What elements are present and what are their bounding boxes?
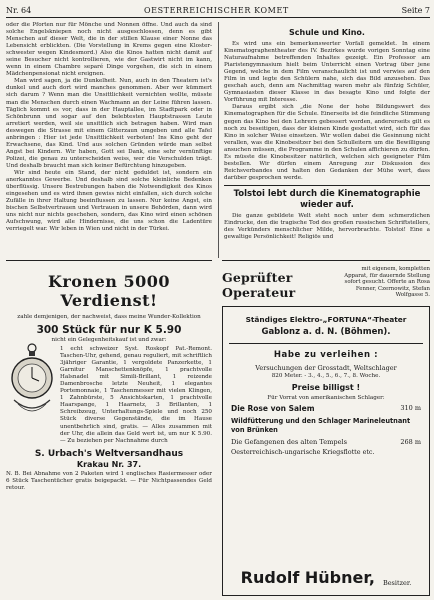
left-article	[6, 22, 212, 233]
right-paragraph-3: Die ganze gebildete Welt steht noch unter dem schmerzlichen Eindrucke, den die tragische Tod des großen russischen Schriftstellers, des Verkünders menschlicher Milde, hervorbrachte. Tolstoi! Eine a gewaltige Persönlichkeit! Religiös und	[224, 212, 430, 241]
newspaper-page	[6, 4, 430, 596]
right-paragraph-1: Es wird uns ein bemerkenswerter Vorfall gemeldet. In einem Kinematographentheater des IV. Bezirkes wurde vorigen Sonntag eine Naturaufnahme betreffenden Inhaltes gezeigt. Ein Professor am Piaristengymnasium hielt beim Unterricht einen Vortrag über jene Gegend, welche in dem Film veranschaulicht ist und verwies auf den Film in und legte den Schülern nahe, sich das Bild anzusehen. Das geschah auch, denn am Nachmittag waren mehr als fünfzig Schüler, Gymnasiasten dieser Klasse in das besagte Kino und folgte der Vorführung mit Interesse.	[224, 41, 430, 104]
left-paragraph-2: Man wird sagen, ja die Dunkelheit. Nun, auch in den Theatern ist's dunkel und auch dort wird manches genommen. Aber wer kümmert sich darum ? Wenn man die Unsittlichkeit vernichten wollte, müsste man die Menschen durch einen Wachmann an der Leine führen lassen. Täglich kommt es vor, dass in der Hauptallee, im Stadtpark oder in Schönbrunn und sogar auf den belebtesten Hauptstrassen Leute arretiert werden, weil sie unsittlich sich betragen haben. Wird man deswegen die Strasse mit einem Gitterzaun umgeben und alle Tafel anbringen : Hier ist jede Unsittlichkeit verboten! Ins Kino geht der Erwachsene, das Kind. Und aus solchen Gründen würde man selbst Angst bei Kindern. Wir haben, Gott sei Dank, eine sehr vernünftige Polizei, die genau zu unterscheiden weiss, wer die Verschulden trägt. Und deshalb braucht man sich keiner Befürchtung hinzugeben.	[6, 78, 212, 169]
page-header	[6, 4, 430, 16]
theater-location: Gablonz a. d. N. (Böhmen).	[261, 327, 391, 337]
lend-item-3: Wildfütterung und den Schlager Marineleutnant von Brünken	[231, 417, 411, 434]
operator-title: Geprüfter Operateur	[222, 270, 296, 300]
ad-fortuna-theater	[222, 306, 430, 596]
pocket-watch-illustration	[8, 340, 56, 420]
ad-price-line: 300 Stück für nur K 5.90	[36, 324, 182, 336]
masthead-title: OESTERREICHISCHER KOMET	[144, 5, 289, 15]
owner-name: Rudolf Hübner,	[240, 568, 375, 587]
issue-number: Nr. 64	[6, 5, 32, 15]
ad-operator	[222, 266, 430, 302]
column-divider	[218, 22, 219, 258]
lend-item-1: Versuchungen der Grosstadt, Weltschlager	[255, 364, 397, 372]
ad-headline: Kronen 5000 Verdienst!	[47, 272, 171, 310]
theater-rule	[229, 343, 423, 344]
section-rule	[224, 185, 430, 186]
lend-item-2-length: 310 m	[400, 404, 421, 412]
lend-item-2	[223, 404, 429, 413]
lend-item-4-length: 268 m	[400, 438, 421, 446]
left-paragraph-1: oder die Pforten nur für Mönche und Nonnen öffne. Und auch da sind solche Engelskniepen noch nicht ausgeschlossen, denn es gibt Menschen auf dieser Welt, die in der stillen Klause einer Nonne das Lebensicht erblickten. (Die Vorstellung in Krems gegen eine Kloster-schwester wegen Kindesmord.) Also die Kinos hatten nicht damit auf seine Besucher nicht kontrollieren, wie der Gastwirt nicht im kann, wenn in einem Chambre separé Dinge vorgehen, die sich in einem Mädchenpensionat nicht ereignen.	[6, 22, 212, 78]
lend-item-2-intro: Für Vorrat von amerikanischen Schlager:	[267, 395, 385, 401]
article-heading-schule-kino: Schule und Kino.	[289, 28, 365, 37]
ad-watch-collection	[6, 264, 212, 594]
article-heading-tolstoi: Tolstoi lebt durch die Kinematographie wieder auf.	[233, 188, 421, 210]
theater-name: Ständiges Elektro-„FORTUNA“-Theater	[245, 315, 407, 324]
right-paragraph-2: Daraus ergibt sich „die None der hohe Bildungswert des Kinematographen für die Schule. Einerseits ist die feindliche Stimmung gegen das Kino bei den Lehrern gebessert worden, andererseits gilt es noch zu beseitigen, dass der kleinen Kinde gestattet wird, sich für das Kino in solcher Weise einsetzen. Wir wollen dabei die Gesinnung nicht verallen, was die Kinobesitzer bei den Schulleitern um die Bewilligung ansuchen müssen, die Programme in den Schulen affichieren zu dürfen. Es müsste die Kinobesitzer natürlich, welchen sich geeigneter Film bestellen. Wir dürfen einem Anregung zur Diskussion des Reichsverbandes und halten den Gedanken der Mühe wert, dass darüber gesprochen werde.	[224, 104, 430, 181]
header-rule	[6, 17, 430, 18]
lend-item-1-detail: 820 Meter. - 3., 4., 5., 6., 7., 8. Woche.	[271, 373, 381, 379]
owner-title: Besitzer.	[382, 579, 412, 587]
operator-detail: mit eigenem, kompletten Apparat, für dauernde Stellung sofort gesucht. Offerte an Rosa Fenner, Czernowitz, Stefan Wolfgasse 5.	[344, 266, 430, 299]
ad-footer-note: N. B. Bei Abnahme von 2 Paketen wird 1 englisches Rasiermesser oder 6 Stück Taschentücher gratis beigepackt. — Für Nichtpassendes Geld retour.	[6, 470, 212, 491]
ad-firm-name: S. Urbach's Weltversandhaus	[34, 448, 184, 459]
ad-firm-address: Krakau Nr. 37.	[76, 459, 142, 469]
ad-tagline: nicht ein Gelegenheitskauf ist und zwar:	[51, 337, 167, 343]
right-article	[224, 22, 430, 241]
page-number: Seite 7	[401, 5, 430, 15]
lend-title: Habe zu verleihen :	[273, 350, 379, 360]
divider-left-ad	[6, 260, 212, 261]
owner-line	[223, 568, 429, 587]
ad-body: 1 echt schweizer Syst. Roskopf Pat.-Remont. Taschen-Uhr, gehend, genau reguliert, mit schriftlich 3jähriger Garantie, 1 vergoldete Panzerkette, 1 Garnitur Manschettenknöpfe, 1 prachtvolle Halsnadel mit Simili-Brillant, 1 reizende Damenbrosche letzte Neuheit, 1 elegantes Portemonnaie, 1 Taschenmesser mit vielen Klingen, 1 Zahnbürste, 5 Ansichtskarten, 1 prachtvolle Haarspange, 1 Haarnetz, 3 Brillanten, 1 Schreibzeug, Unterhaltungs-Spiele und noch 250 Stück diverse Gegenstände, die im Hause unentbehrlich sind, gratis. — Alles zusammen mit der Uhr, die allein das Geld wert ist, um nur K 5.90. — Zu beziehen per Nachnahme durch	[60, 346, 212, 444]
left-paragraph-3: Wir sind heute ein Stand, der nicht geduldet ist, sondern ein anerkanntes Gewerbe. Und deshalb sind solche kleinliche Bedenken überflüssig. Unsere Bestrebungen haben die Notwendigkeit des Kinos eingesehen und es wird ihnen gewiss nicht einfallen, sich durch solche Zufälle in ihrer Haltung beeinflussen zu lassen. Nur keine Angst, ein bischen Selbstvertrauen und Vertrauen in unsere Behörden, dann wird uns nicht nur nichts geschehen, sondern, das Kino wird einen schönen Aufschwung, wird alle Hindernisse, die uns schon die Ladentüre verriegelt war. Wir leben in Wien und nicht in der Türkei.	[6, 169, 212, 233]
lend-item-4	[223, 438, 429, 446]
lend-item-2-title: Die Rose von Salem	[231, 404, 315, 413]
lend-item-5: Oesterreichisch-ungarische Kriegsflotte etc.	[231, 448, 375, 456]
divider-right-ad	[222, 260, 430, 261]
lend-item-4-title: Die Gefangenen des alten Tempels	[231, 438, 347, 446]
prices-line: Preise billigst !	[291, 383, 361, 392]
ad-subline: zahle demjenigen, der nachweist, dass meine Wunder-Kollektion	[17, 314, 201, 320]
